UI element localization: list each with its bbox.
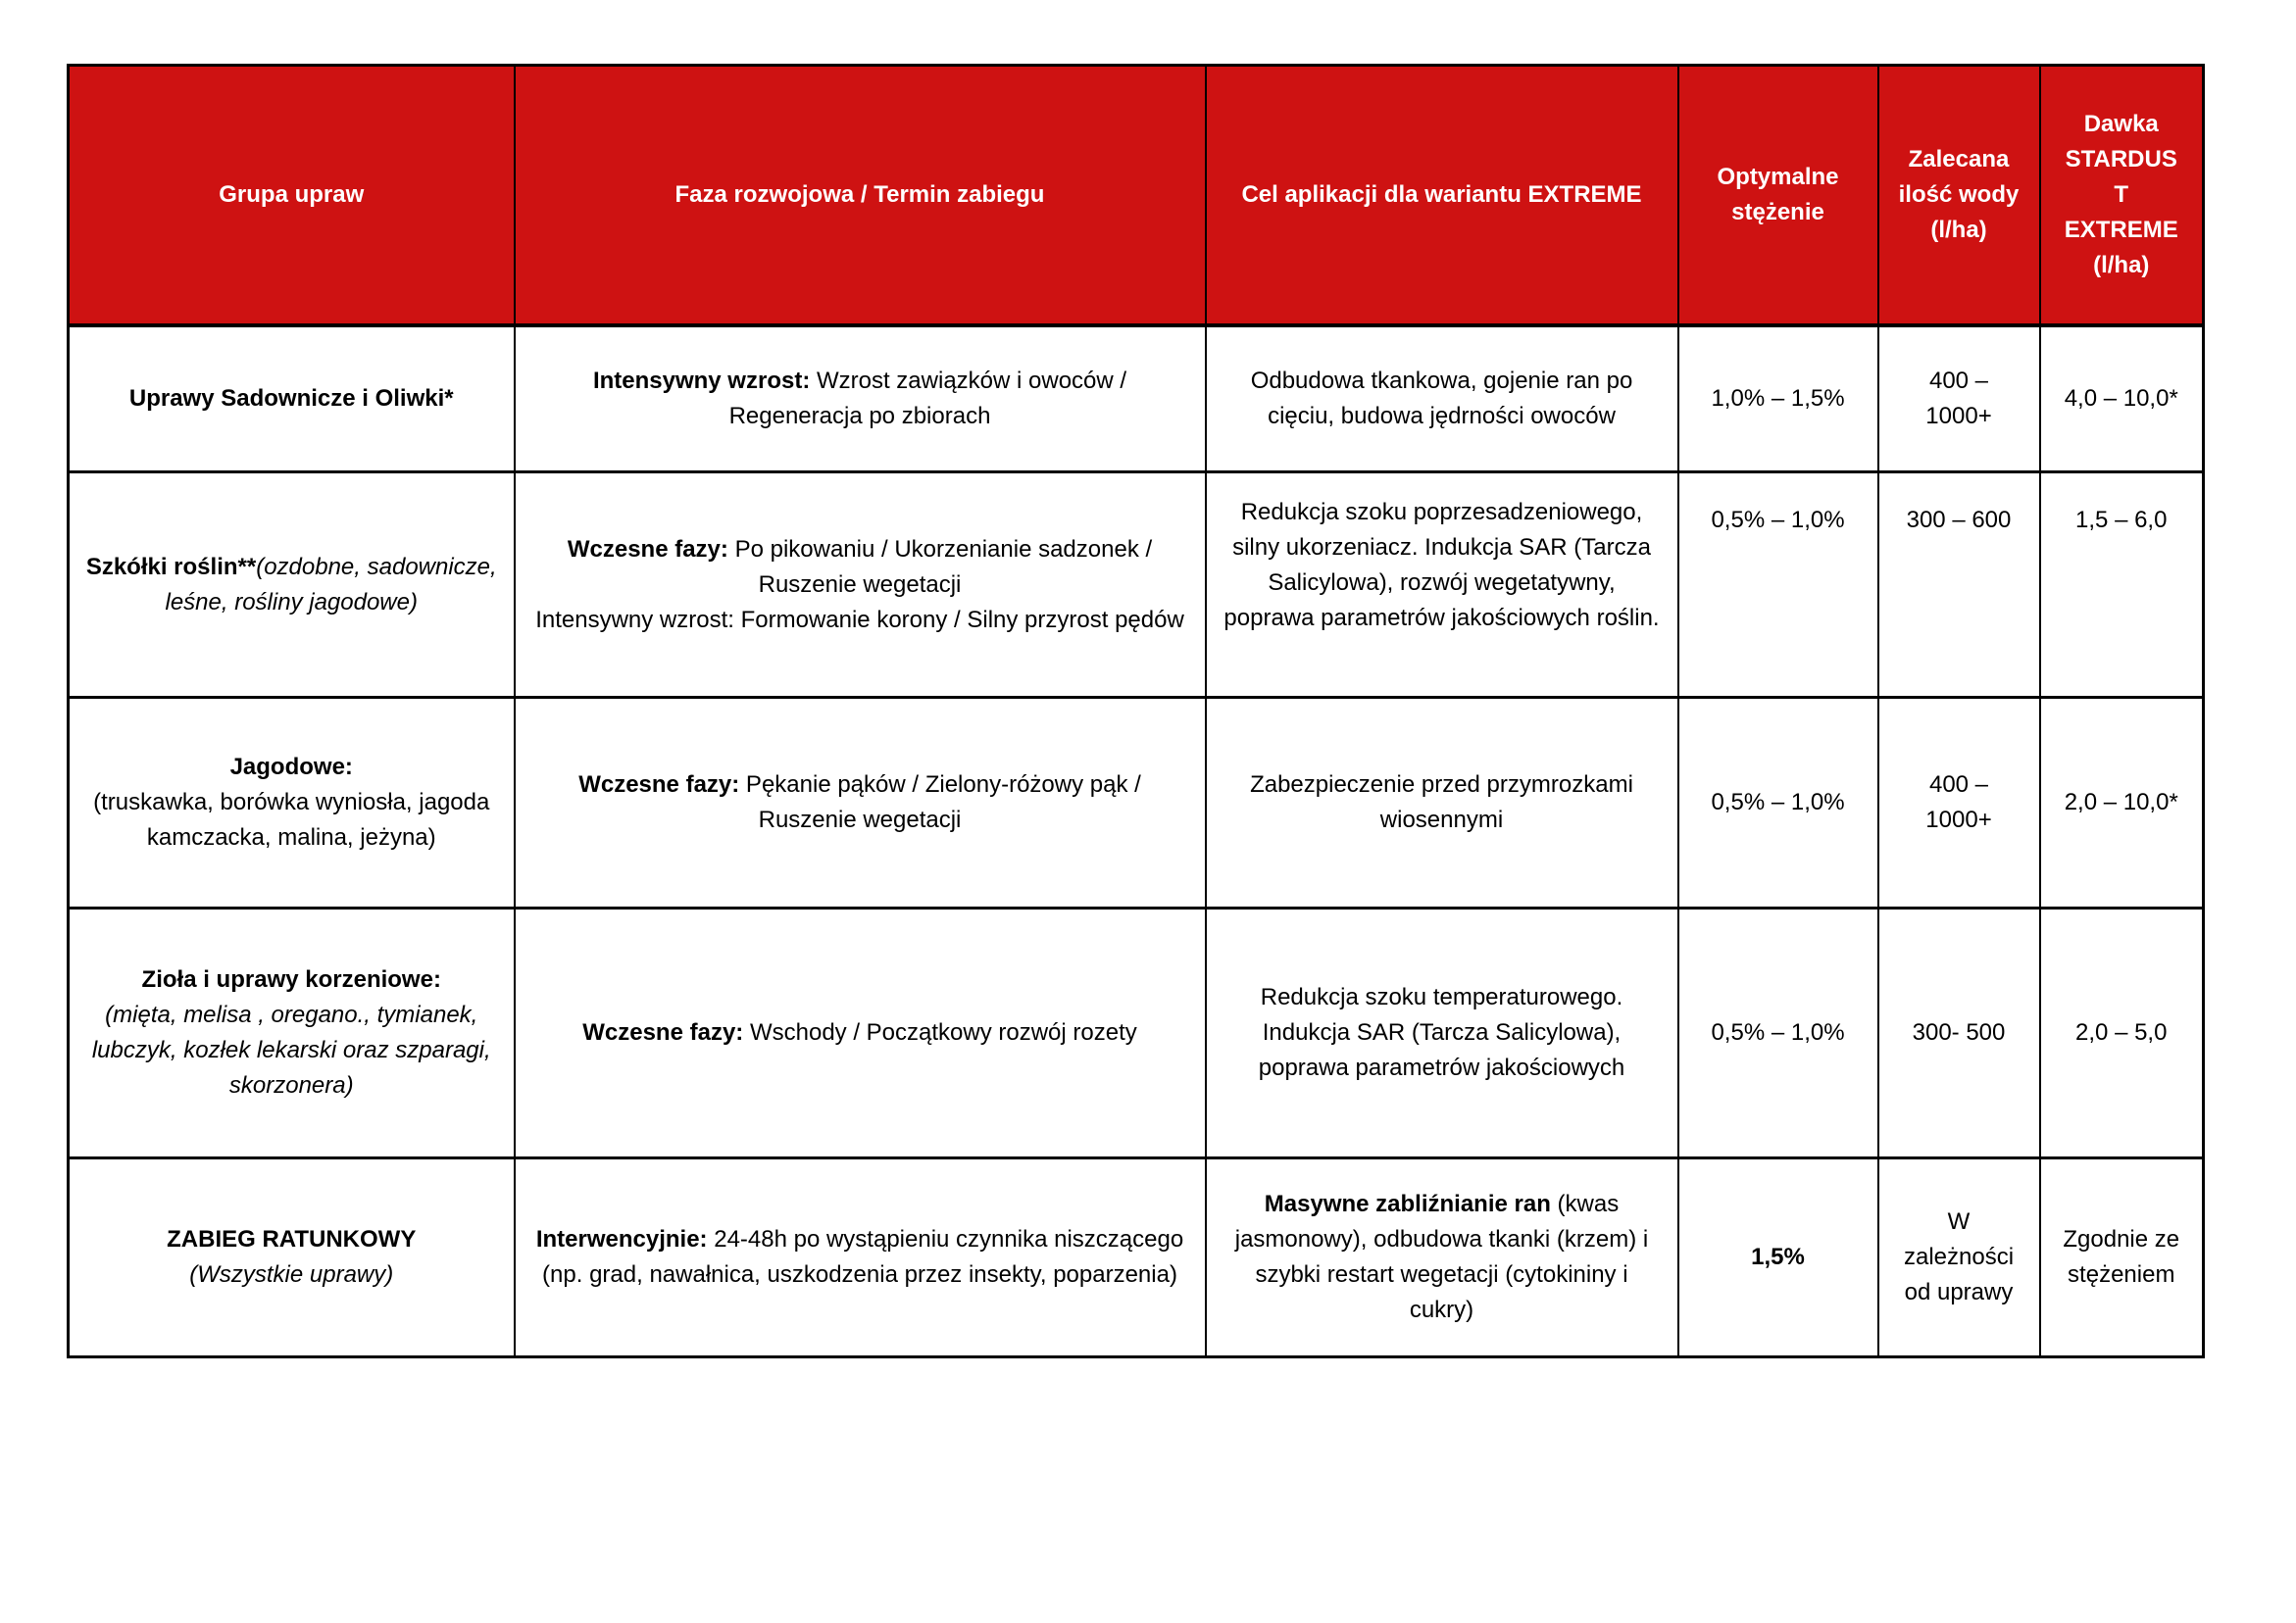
phase-line (527, 1222, 1193, 1293)
water-cell: 300 – 600 (1878, 472, 2040, 698)
phase-cell (515, 325, 1206, 472)
water-cell: 300- 500 (1878, 909, 2040, 1158)
table-row (69, 1158, 2204, 1357)
crop-group-cell (69, 698, 515, 909)
phase-label: Intensywny wzrost: (592, 367, 811, 394)
header-cell-water-amount: Zalecana ilość wody (l/ha) (1878, 66, 2040, 325)
phase-label: Wczesne fazy: (578, 771, 740, 798)
concentration-cell: 0,5% – 1,0% (1678, 698, 1878, 909)
phase-cell (515, 472, 1206, 698)
phase-text: Wschody / Początkowy rozwój rozety (743, 1019, 1137, 1046)
goal-cell (1206, 472, 1678, 698)
table-row (69, 325, 2204, 472)
concentration-cell: 1,5% (1678, 1158, 1878, 1357)
goal-text: (kwas jasmonowy), odbudowa tkanki (krzem) i szybki restart wegetacji (cytokininy i cukry) (1234, 1191, 1649, 1323)
dosage-table (67, 64, 2205, 1358)
crop-group-cell (69, 325, 515, 472)
water-cell: 400 – 1000+ (1878, 698, 2040, 909)
goal-text: Odbudowa tkankowa, gojenie ran po cięciu, budowa jędrności owoców (1250, 367, 1633, 429)
goal-text: Redukcja szoku poprzesadzeniowego, silny ukorzeniacz. Indukcja SAR (Tarcza Salicylowa), rozwój wegetatywny, poprawa parametrów jakościowych roślin. (1223, 499, 1660, 631)
goal-cell (1206, 698, 1678, 909)
dose-cell: 4,0 – 10,0* (2040, 325, 2204, 472)
crop-group-subtitle: (mięta, melisa , oregano., tymianek, lubczyk, kozłek lekarski oraz szparagi, skorzonera) (91, 1002, 491, 1099)
table-row (69, 909, 2204, 1158)
phase-cell (515, 909, 1206, 1158)
dose-cell: Zgodnie ze stężeniem (2040, 1158, 2204, 1357)
phase-cell (515, 1158, 1206, 1357)
table-body (69, 325, 2204, 1357)
crop-group-cell (69, 909, 515, 1158)
crop-group-subtitle: (Wszystkie uprawy) (189, 1261, 394, 1288)
crop-group-subtitle: (ozdobne, sadownicze, leśne, rośliny jagodowe) (165, 553, 497, 615)
crop-group-title: Zioła i uprawy korzeniowe: (141, 966, 441, 993)
dose-cell: 1,5 – 6,0 (2040, 472, 2204, 698)
crop-group-cell (69, 1158, 515, 1357)
table-row (69, 698, 2204, 909)
phase-line (527, 603, 1193, 638)
water-cell: 400 – 1000+ (1878, 325, 2040, 472)
phase-label: Interwencyjnie: (535, 1226, 708, 1253)
phase-line (527, 767, 1193, 838)
phase-label: Wczesne fazy: (567, 535, 728, 563)
crop-group-cell (69, 472, 515, 698)
goal-text: Zabezpieczenie przed przymrozkami wiosennymi (1250, 771, 1633, 833)
table-row (69, 472, 2204, 698)
concentration-cell: 0,5% – 1,0% (1678, 909, 1878, 1158)
water-cell: W zależności od uprawy (1878, 1158, 2040, 1357)
phase-text: Pękanie pąków / Zielony-różowy pąk / Ruszenie wegetacji (739, 771, 1141, 833)
crop-group-subtitle: (truskawka, borówka wyniosła, jagoda kamczacka, malina, jeżyna) (93, 789, 490, 851)
goal-label: Masywne zabliźnianie ran (1264, 1191, 1551, 1217)
header-cell-concentration: Optymalne stężenie (1678, 66, 1878, 325)
table-header (69, 66, 2204, 325)
phase-text: Wzrost zawiązków i owoców / Regeneracja po zbiorach (728, 367, 1127, 429)
crop-group-title: Uprawy Sadownicze i Oliwki* (128, 384, 454, 412)
phase-line (527, 532, 1193, 603)
phase-text: Po pikowaniu / Ukorzenianie sadzonek / Ruszenie wegetacji (727, 535, 1153, 598)
crop-group-title: Jagodowe: (229, 754, 353, 780)
header-cell-application-goal: Cel aplikacji dla wariantu EXTREME (1206, 66, 1678, 325)
goal-cell (1206, 1158, 1678, 1357)
phase-line (527, 1015, 1193, 1051)
phase-text: 24-48h po wystąpieniu czynnika niszczącego (np. grad, nawałnica, uszkodzenia przez insekty, poparzenia) (542, 1226, 1184, 1288)
header-row (69, 66, 2204, 325)
phase-line (527, 364, 1193, 434)
crop-group-title: ZABIEG RATUNKOWY (167, 1226, 417, 1253)
concentration-cell: 1,0% – 1,5% (1678, 325, 1878, 472)
phase-label: Wczesne fazy: (582, 1019, 744, 1046)
header-cell-dose: Dawka STARDUST EXTREME (l/ha) (2040, 66, 2204, 325)
goal-cell (1206, 325, 1678, 472)
goal-text: Redukcja szoku temperaturowego. Indukcja SAR (Tarcza Salicylowa), poprawa parametrów jakościowych (1258, 984, 1625, 1081)
phase-text: Intensywny wzrost: Formowanie korony / Silny przyrost pędów (535, 606, 1184, 633)
goal-cell (1206, 909, 1678, 1158)
phase-cell (515, 698, 1206, 909)
dose-cell: 2,0 – 5,0 (2040, 909, 2204, 1158)
header-cell-phase: Faza rozwojowa / Termin zabiegu (515, 66, 1206, 325)
crop-group-title: Szkółki roślin** (85, 553, 257, 580)
header-cell-crop-group: Grupa upraw (69, 66, 515, 325)
dose-cell: 2,0 – 10,0* (2040, 698, 2204, 909)
concentration-cell: 0,5% – 1,0% (1678, 472, 1878, 698)
